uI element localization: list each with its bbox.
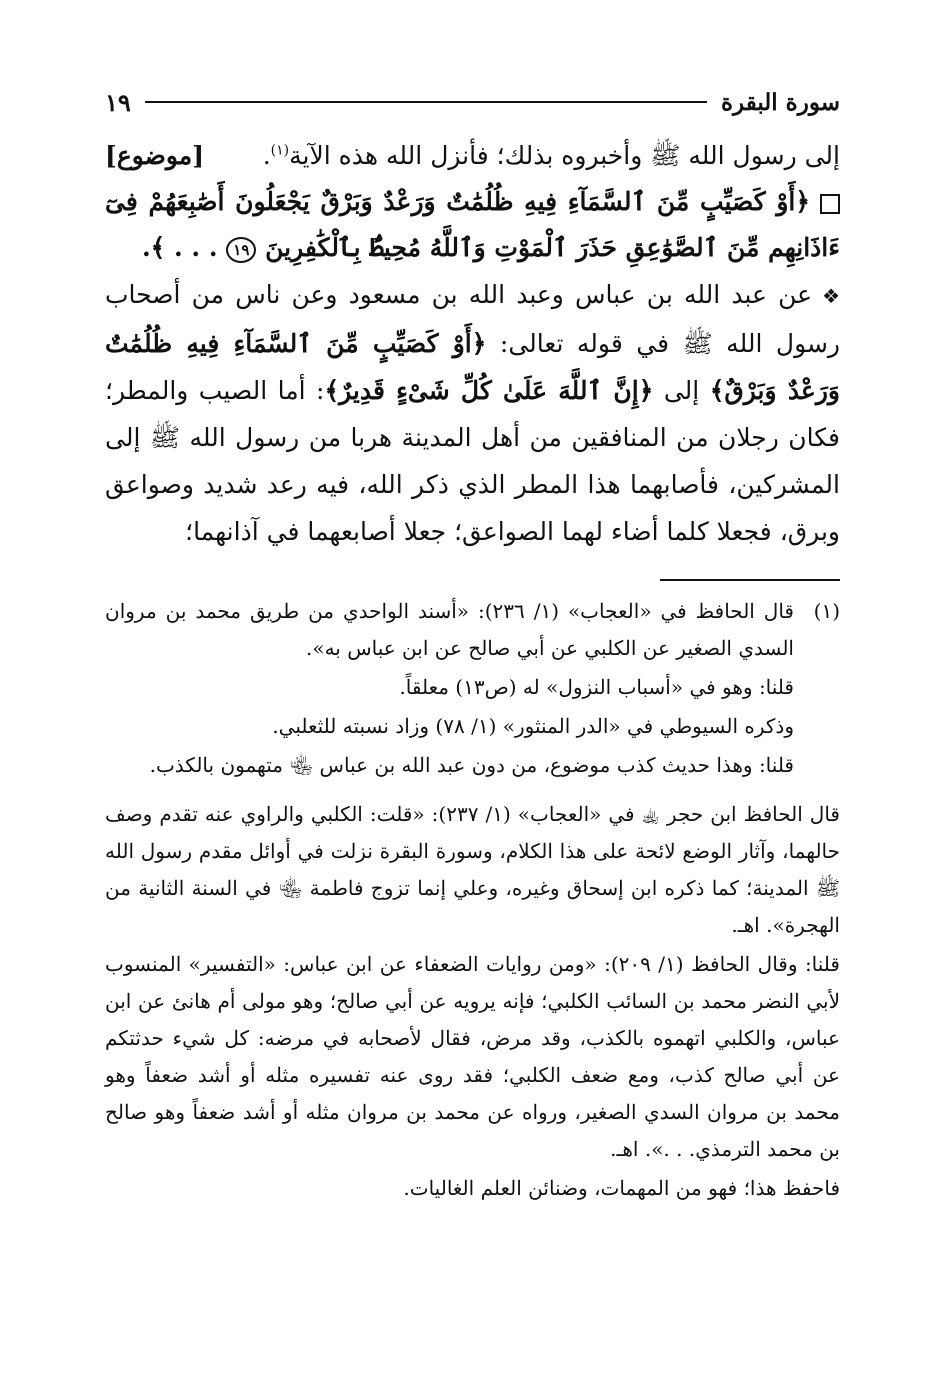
narration-mid: إلى — [663, 376, 700, 405]
footnote-para: قلنا: وهذا حديث كذب موضوع، من دون عبد الله بن عباس ﵄ متهمون بالكذب. — [149, 753, 794, 777]
footnote-ref[interactable]: (١) — [270, 142, 290, 159]
verse-end: . . . ﴾. — [141, 233, 218, 262]
intro-end: . — [262, 141, 271, 170]
quran-verse — [105, 179, 840, 271]
footnote-para: قال الحافظ في «العجاب» (١/ ٢٣٦): «أسند الواحدي من طريق محمد بن مروان السدي الصغير عن الكلبي عن أبي صالح عن ابن عباس به». — [105, 599, 794, 660]
footnotes — [105, 593, 840, 1207]
intro-text: إلى رسول الله ﷺ وأخبروه بذلك؛ فأنزل الله هذه الآية — [289, 141, 840, 170]
page-number: ١٩ — [105, 87, 131, 117]
surah-title: سورة البقرة — [720, 88, 840, 116]
narration-paragraph — [105, 271, 840, 555]
verse-number: ١٩ — [226, 237, 256, 263]
quran-quote-2: ﴿إِنَّ ٱللَّهَ عَلَىٰ كُلِّ شَىْءٍ قَدِيرٌ﴾ — [324, 376, 654, 405]
footnote-1 — [105, 593, 840, 786]
footnote-para: وذكره السيوطي في «الدر المنثور» (١/ ٧٨) وزاد نسبته للثعلبي. — [272, 714, 794, 738]
footnote-para: قلنا: وهو في «أسباب النزول» له (ص١٣) معلقاً. — [399, 675, 794, 699]
footnote-para: فاحفظ هذا؛ فهو من المهمات، وضنائن العلم الغاليات. — [403, 1176, 840, 1200]
footnote-body — [105, 593, 794, 786]
footnote-divider — [660, 579, 840, 581]
running-header — [105, 80, 840, 124]
intro-line — [105, 132, 840, 179]
narration-rest: : أما الصيب والمطر؛ فكان رجلان من المنافقين من أهل المدينة هربا من رسول الله ﷺ إلى المشركين، فأصابهما هذا المطر الذي ذكر الله، فيه رعد شديد وصواعق وبرق، فجعلا كلما أضاء لهما الصواعق؛ جعلا أصابعهما في آذانهما؛ — [105, 376, 840, 546]
footnote-para: قلنا: وقال الحافظ (١/ ٢٠٩): «ومن روايات الضعفاء عن ابن عباس: «التفسير» المنسوب لأبي النضر محمد بن السائب الكلبي؛ فإنه يرويه عن أبي صالح؛ وهو مولى أم هانئ عن ابن عباس، والكلبي اتهموه بالكذب، وقد مرض، فقال لأصحابه في مرضه: كل شيء حدثتكم عن أبي صالح كذب، ومع ضعف الكلبي؛ فقد روى عنه تفسيره مثله أو أشد ضعفاً وهو محمد بن مروان السدي الصغير، ورواه عن محمد بن مروان مثله أو أشد ضعفاً وهو صالح بن محمد الترمذي. . .». اهـ. — [105, 952, 840, 1161]
footnote-number: (١) — [813, 599, 840, 623]
verse-text: ﴿أَوْ كَصَيِّبٍ مِّنَ ٱلسَّمَآءِ فِيهِ ظُلُمَٰتٌ وَرَعْدٌ وَبَرْقٌ يَجْعَلُونَ أَصَٰبِعَهُمْ فِىٓ ءَاذَانِهِم مِّنَ ٱلصَّوَٰعِقِ حَذَرَ ٱلْمَوْتِ وَٱللَّهُ مُحِيطٌۢ بِٱلْكَٰفِرِينَ — [105, 187, 840, 262]
footnote-para: قال الحافظ ابن حجر ﵀ في «العجاب» (١/ ٢٣٧): «قلت: الكلبي والراوي عنه تقدم وصف حالهما، وآثار الوضع لائحة على هذا الكلام، وسورة البقرة نزلت في أوائل مقدم رسول الله ﷺ المدينة؛ كما ذكره ابن إسحاق وغيره، وعلي إنما تزوج فاطمة ﵄ في السنة الثانية من الهجرة». اهـ. — [105, 802, 840, 937]
narration-intro: عن عبد الله بن عباس وعبد الله بن مسعود وعن ناس من أصحاب رسول الله ﷺ في قوله تعالى: — [105, 280, 841, 358]
main-text — [105, 132, 840, 555]
page — [105, 80, 840, 1209]
intro-sentence — [263, 132, 840, 179]
quran-quote-1: ﴿أَوْ كَصَيِّبٍ مِّنَ ٱلسَّمَآءِ فِيهِ ظُلُمَٰتٌ وَرَعْدٌ وَبَرْقٌ﴾ — [105, 329, 840, 405]
grading-tag: [موضوع] — [105, 141, 205, 170]
square-marker-icon — [820, 194, 840, 214]
diamond-bullet-icon: ❖ — [822, 284, 840, 308]
header-rule — [145, 101, 707, 103]
